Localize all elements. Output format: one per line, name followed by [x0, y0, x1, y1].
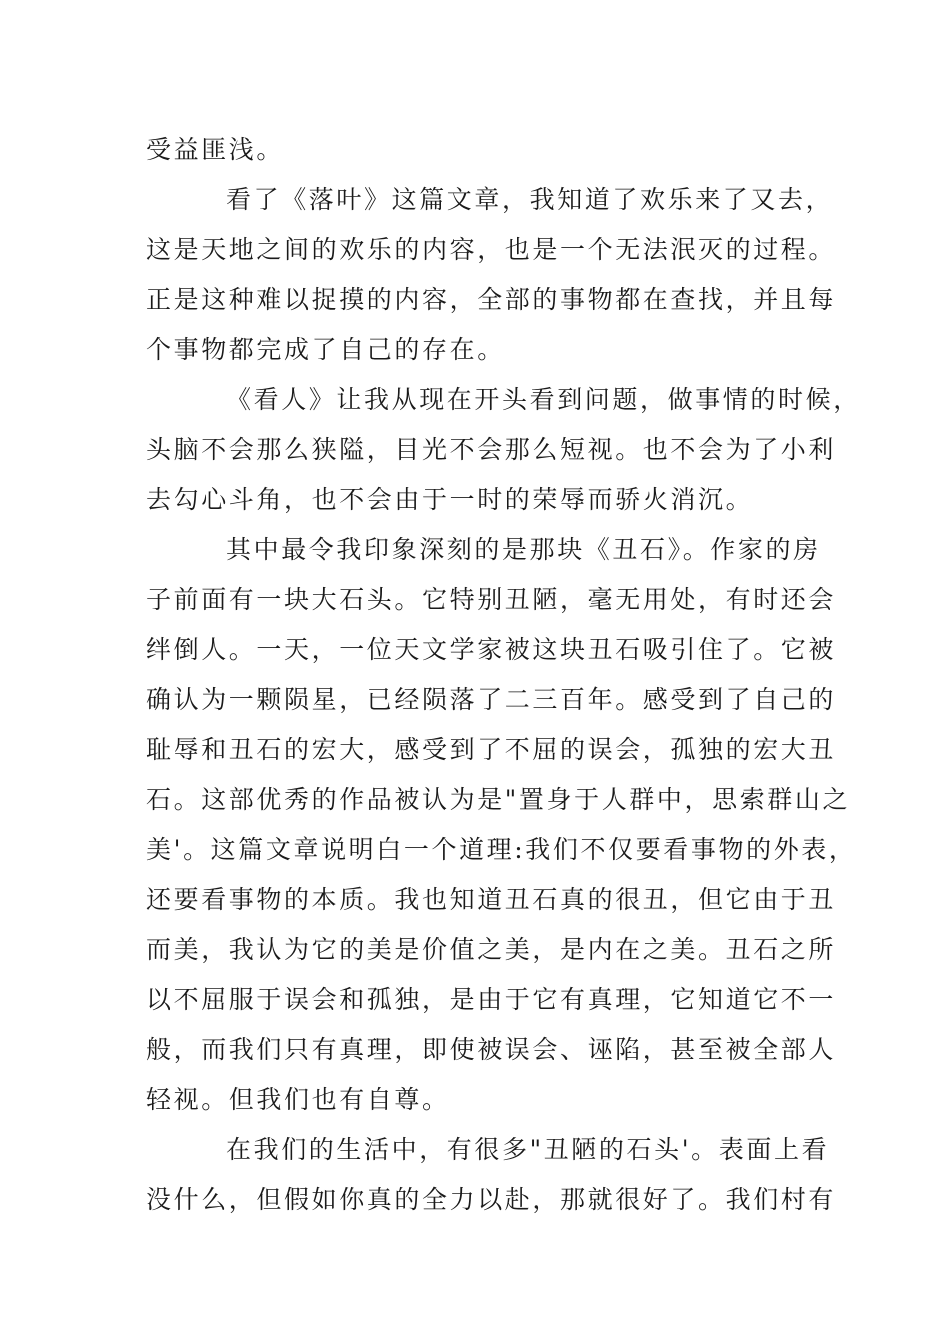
paragraph [146, 175, 837, 375]
text-line: 去勾心斗角，也不会由于一时的荣辱而骄火消沉。 [146, 485, 754, 514]
text-line: 看了《落叶》这篇文章，我知道了欢乐来了又去， [226, 185, 834, 214]
text-line: 还要看事物的本质。我也知道丑石真的很丑，但它由于丑 [146, 885, 837, 914]
text-line: 以不屈服于误会和孤独，是由于它有真理，它知道它不一 [146, 985, 837, 1014]
text-line: 绊倒人。一天，一位天文学家被这块丑石吸引住了。它被 [146, 635, 837, 664]
text-line: 耻辱和丑石的宏大，感受到了不屈的误会，孤独的宏大丑 [146, 735, 837, 764]
text-line: 子前面有一块大石头。它特别丑陋，毫无用处，有时还会 [146, 585, 837, 614]
text-line: 没什么，但假如你真的全力以赴，那就很好了。我们村有 [146, 1185, 837, 1214]
text-line: 这是天地之间的欢乐的内容，也是一个无法泯灭的过程。 [146, 235, 837, 264]
text-line: 般，而我们只有真理，即使被误会、诬陷，甚至被全部人 [146, 1035, 837, 1064]
text-line: 个事物都完成了自己的存在。 [146, 335, 505, 364]
paragraph [146, 525, 857, 1125]
text-line: 《看人》让我从现在开头看到问题，做事情的时候， [226, 385, 861, 414]
text-line: 其中最令我印象深刻的是那块《丑石》。作家的房 [226, 535, 821, 564]
text-line: 美'。这篇文章说明白一个道理:我们不仅要看事物的外表， [146, 835, 857, 864]
paragraph [146, 125, 810, 175]
text-line: 头脑不会那么狭隘，目光不会那么短视。也不会为了小利 [146, 435, 837, 464]
paragraph [146, 375, 861, 525]
article-body [146, 125, 861, 1225]
text-line: 确认为一颗陨星，已经陨落了二三百年。感受到了自己的 [146, 685, 837, 714]
text-line: 石。这部优秀的作品被认为是"置身于人群中，思索群山之 [146, 785, 851, 814]
text-line: 而美，我认为它的美是价值之美，是内在之美。丑石之所 [146, 935, 837, 964]
text-line: 轻视。但我们也有自尊。 [146, 1085, 450, 1114]
text-line: 在我们的生活中，有很多"丑陋的石头'。表面上看 [226, 1135, 830, 1164]
paragraph [146, 1125, 837, 1225]
text-line: 正是这种难以捉摸的内容，全部的事物都在查找，并且每 [146, 285, 837, 314]
text-line: 受益匪浅。 [146, 135, 285, 164]
